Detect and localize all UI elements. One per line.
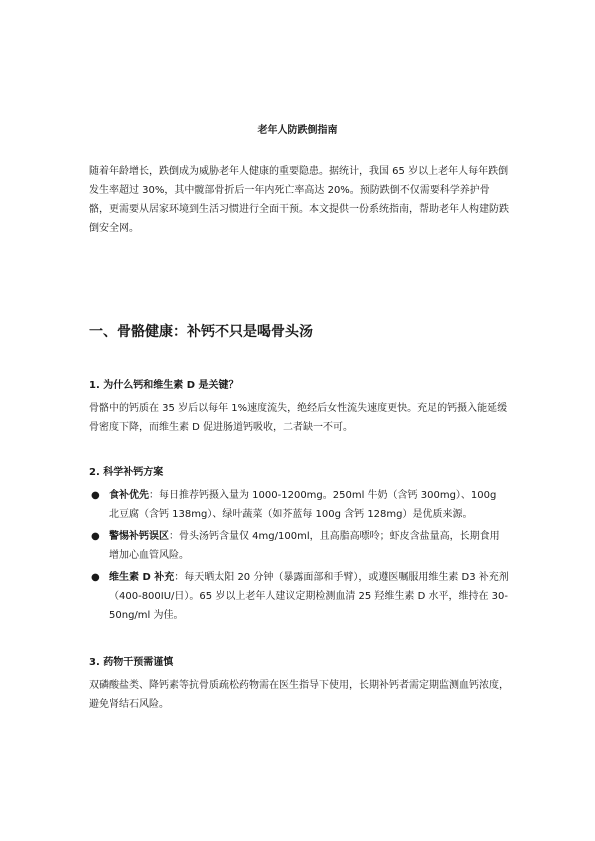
bullet-marker: ●: [91, 490, 100, 501]
subsection-body: 双磷酸盐类、降钙素等抗骨质疏松药物需在医生指导下使用，长期补钙者需定期监测血钙浓度，避免肾结石风险。: [89, 680, 509, 710]
document-title: 老年人防跌倒指南: [257, 125, 338, 136]
bullet-marker: ●: [91, 572, 100, 583]
subsection-heading: 3. 药物干预需谨慎: [89, 657, 174, 668]
bullet-term: 食补优先: [109, 490, 149, 501]
bullet-text: ：每天晒太阳 20 分钟（暴露面部和手臂），或遵医嘱服用维生素 D3 补充剂（400-800IU/日）。65 岁以上老年人建议定期检测血清 25 羟维生素 D 水平，维持在 30-50ng/ml 为佳。: [109, 572, 509, 621]
bullet-marker: ●: [91, 531, 100, 542]
bullet-text: ：每日推荐钙摄入量为 1000-1200mg。250ml 牛奶（含钙 300mg）、100g 北豆腐（含钙 138mg）、绿叶蔬菜（如芥蓝每 100g 含钙 128mg）是优质来源。: [109, 490, 497, 520]
intro-paragraph: 随着年龄增长，跌倒成为威胁老年人健康的重要隐患。据统计，我国 65 岁以上老年人每年跌倒发生率超过 30%，其中髋部骨折后一年内死亡率高达 20%。预防跌倒不仅需要科学养护骨骼，更需要从居家环境到生活习惯进行全面干预。本文提供一份系统指南，帮助老年人构建防跌倒安全网。: [89, 166, 509, 234]
subsection-heading: 1. 为什么钙和维生素 D 是关键？: [89, 380, 239, 391]
subsection-calcium-plan: [89, 466, 509, 628]
bullet-item-vitamin-d: [89, 568, 509, 625]
bullet-item-myths: [89, 527, 509, 565]
subsection-why-calcium: [89, 379, 509, 437]
subsection-body: 骨骼中的钙质在 35 岁后以每年 1%速度流失，绝经后女性流失速度更快。充足的钙摄入能延缓骨密度下降，而维生素 D 促进肠道钙吸收，二者缺一不可。: [89, 403, 508, 433]
bullet-text: ：骨头汤钙含量仅 4mg/100ml，且高脂高嘌呤；虾皮含盐量高，长期食用增加心血管风险。: [109, 531, 500, 561]
subsection-medication: [89, 656, 509, 714]
bullet-term: 维生素 D 补充: [109, 572, 175, 583]
section-heading-bone-health: 一、骨骼健康：补钙不只是喝骨头汤: [89, 324, 313, 340]
bullet-item-food-first: [89, 486, 509, 524]
bullet-list: [89, 486, 509, 625]
bullet-term: 警惕补钙误区: [109, 531, 169, 542]
subsection-heading: 2. 科学补钙方案: [89, 467, 164, 478]
